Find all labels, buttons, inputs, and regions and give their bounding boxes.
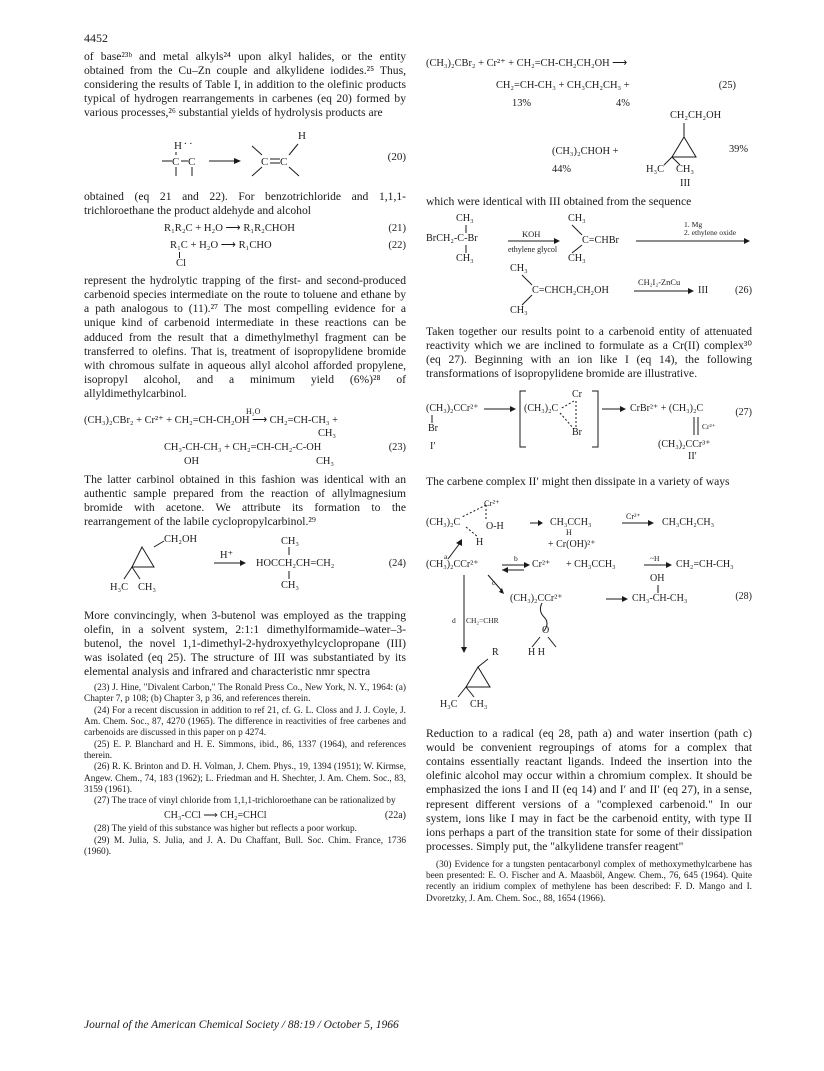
- path-label: b: [514, 554, 518, 564]
- equation-26: [426, 213, 752, 321]
- paragraph: More convincingly, when 3-butenol was employed as the trapping olefin, in a solvent system, 2:1:1 dimethylformamide–water–3-butenol, the novel 1,1-dimethyl-2-hydroxyethylcyclopropane (III) was isolated (eq 25). The structure of III was substantiated by its elemental analysis and infrared and characteristic nmr spectra: [84, 608, 406, 679]
- product-label: CrBr²⁺ + (CH₃)₂C: [630, 403, 704, 415]
- methyl-label: CH₃: [138, 581, 157, 593]
- carbene-label: + CH₃CCH₃: [566, 559, 616, 571]
- svg-text:. .: . .: [184, 135, 193, 148]
- paragraph: Reduction to a radical (eq 28, path a) and water insertion (path c) would be convenient regroupings of atoms for a complex that contains essentially reactant ligands. Indeed the insertion into the olefinic alcohol may occur within a chromium complex. It should be emphasized the ions I and II (eq 14) and I′ and II′ (eq 27), in a sense, represent different versions of a "complexed carbenoid." In our system, ions like I may in fact be the carbenoid entity, with type II ions perhaps a part of the transition state for some of their dissipation processes. Simply put, the "alkylidene transfer reagent": [426, 727, 752, 853]
- hydrogen-label: H: [476, 537, 484, 549]
- cyclopropane-drawing: [426, 53, 752, 179]
- paragraph: The carbene complex II′ might then dissipate in a variety of ways: [426, 475, 730, 489]
- substituent-label: R: [492, 647, 499, 659]
- methyl-label: CH₃: [568, 213, 586, 225]
- bromine-label: Br: [572, 427, 582, 439]
- intermediate-label: C=CHCH₂CH₂OH: [532, 285, 609, 297]
- methyl-label: H₃C: [440, 699, 458, 711]
- hydroxyl-label: O-H: [486, 521, 504, 533]
- methyl-label: CH₃: [318, 427, 337, 439]
- methyl-label: CH₃: [281, 579, 300, 591]
- paragraph: obtained (eq 21 and 22). For benzotrichloride and 1,1,1-trichloroethane the product aldehyde and alcohol: [84, 190, 406, 218]
- reagent-label: Cr²⁺: [702, 422, 716, 432]
- path-label: d: [452, 616, 456, 626]
- transition-state-label: (CH₃)₂C: [524, 403, 559, 415]
- paragraph: Taken together our results point to a carbenoid entity of attenuated reactivity which we are inclined to formulate as a Cr(II) complex³⁰ (eq 27). Beginning with an ion like I (eq 14), the following transformations of isopropylidene bromide are illustrative.: [426, 325, 752, 381]
- paragraph: which were identical with III obtained from the sequence: [426, 195, 692, 208]
- footnotes: [84, 683, 406, 858]
- equation-number: (22a): [384, 810, 406, 822]
- equation-24: [84, 533, 406, 603]
- equation-22a: [84, 809, 406, 822]
- footnote: (26) R. K. Brinton and D. H. Volman, J. Chem. Phys., 19, 1394 (1951); W. Kirmse, Angew. Chem., 74, 183 (1962); L. Friedman and H. Shechter, J. Am. Chem. Soc., 83, 3159 (1961).: [84, 762, 406, 795]
- substituent-label: CH₂CH₂OH: [670, 110, 722, 121]
- footnote: (24) For a recent discussion in addition to ref 21, cf. G. L. Closs and J. J. Coyle, J. Am. Chem. Soc., 87, 4270 (1965). The difference in reactivities of free carbenes and carbenoids are discussed in this paper on p 4274.: [84, 705, 406, 739]
- paragraph: The latter carbinol obtained in this fashion was identical with an authentic sample prepared from the reaction of allylmagnesium bromide with acetone. We attribute its formation to the rearrangement of the labile cyclopropylcarbinol.²⁹: [84, 472, 406, 528]
- equation-25: [426, 53, 752, 179]
- equation-number: (25): [718, 80, 736, 91]
- compound-label: III: [680, 178, 691, 189]
- complex-label: (CH₃)₂C: [426, 517, 461, 529]
- methyl-label: CH₃: [316, 455, 335, 467]
- equation-text: CH₃-CCl ⟶ CH₂=CHCl: [164, 810, 267, 822]
- equation-number: (23): [388, 441, 406, 453]
- svg-text:C: C: [188, 156, 196, 169]
- page-number: 4452: [84, 31, 108, 45]
- reagent-label: 1. Mg: [684, 220, 703, 230]
- product-label: CH₂=CH-CH₃: [676, 559, 734, 571]
- reagent-label: H⁺: [220, 549, 233, 561]
- equation-number: (26): [735, 285, 752, 297]
- chromium-label: Cr²⁺: [532, 559, 551, 571]
- methyl-label: CH₃: [676, 164, 695, 175]
- hydroxyl-label: OH: [184, 455, 200, 467]
- compound-label: III: [698, 285, 709, 297]
- methyl-label: H₃C: [646, 164, 665, 175]
- paragraph: of base²³ᵇ and metal alkyls²⁴ upon alkyl halides, or the entity obtained from the Cu–Zn couple and alkylidene iodides.²⁵ Thus, considering the results of Table I, in addition to the olefinic products typical of hydrogen rearrangements in carbenes (eq 20) formed by various processes,²⁶ substantial yields of hydrolysis products are: [84, 50, 406, 120]
- footnote: (28) The yield of this substance was higher but reflects a poor workup.: [94, 824, 357, 835]
- methyl-label: CH₃: [456, 213, 474, 225]
- path-label: c: [492, 578, 496, 588]
- product-label: HOCCH₂CH=CH₂: [256, 557, 335, 569]
- footnotes: [426, 860, 752, 905]
- complex-label: (CH₃)₂CCr²⁺: [510, 593, 563, 605]
- svg-text:C: C: [172, 156, 180, 169]
- ion-label: I′: [430, 441, 436, 453]
- equation-22-substituent: [84, 252, 406, 270]
- methyl-label: CH₃: [510, 263, 528, 275]
- equation-text: (CH₃)₂CHOH +: [552, 146, 619, 157]
- equation-21: [84, 222, 406, 235]
- methyl-label: CH₃: [568, 253, 586, 265]
- reactant-label: (CH₃)₂CCr²⁺: [426, 403, 479, 415]
- product-label: + Cr(OH)²⁺: [548, 539, 596, 551]
- yield-label: 13%: [512, 98, 532, 109]
- paragraph: represent the hydrolytic trapping of the first- and second-produced carbenoid species intermediate on the route to toluene and ethane by a path analogous to (11).²⁷ The most compelling evidence for a unique kind of carbenoid intermediate in these reactions can be adduced from the result that a dimethylmethyl fragment can be transferred to olefins. That is, treatment of isopropylidene bromide with chromous sulfate in aqueous allyl alcohol afforded propylene, isopropyl alcohol, and a minimum yield (6%)²⁸ of allyldimethylcarbinol.: [84, 274, 406, 400]
- equation-number: (20): [387, 151, 406, 164]
- hydroxyl-label: OH: [650, 573, 665, 585]
- radical-label: CH₃CCH₃: [550, 517, 592, 529]
- reagent-label: CH₂I₂-ZnCu: [638, 278, 681, 288]
- svg-text:H: H: [174, 140, 182, 153]
- reagent-label: KOH: [522, 229, 541, 240]
- oxygen-label: O: [542, 625, 550, 637]
- footnote: (23) J. Hine, "Divalent Carbon," The Ronald Press Co., New York, N. Y., 1964: (a) Chapter 7, p 108; (b) Chapter 3, p 36, and references therein.: [84, 683, 406, 705]
- svg-text:C: C: [280, 156, 288, 169]
- product-label: CH₃CH₂CH₃: [662, 517, 715, 529]
- equation-number: (22): [388, 240, 406, 252]
- reagent-label: 2. ethylene oxide: [684, 228, 737, 238]
- cyclopropane-drawing: [84, 533, 406, 603]
- complex-label: (CH₃)₂CCr²⁺: [426, 559, 479, 571]
- chromium-label: Cr: [572, 389, 582, 401]
- chlorine-label: Cl: [176, 258, 187, 270]
- reagent-label: Cr²⁺: [626, 512, 641, 522]
- footnote: (29) M. Julia, S. Julia, and J. A. Du Chaffant, Bull. Soc. Chim. France, 1736 (1960).: [84, 835, 406, 858]
- reagent-label: ~H: [650, 554, 660, 564]
- equation-text: (CH₃)₂CBr₂ + Cr²⁺ + CH₂=CH-CH₂CH₂OH ⟶: [426, 58, 628, 69]
- equation-28-drawing: [426, 497, 752, 719]
- methyl-label: CH₃: [470, 699, 488, 711]
- methyl-label: H₃C: [110, 581, 129, 593]
- reagent-label: CH₂=CHR: [466, 616, 499, 626]
- methyl-label: CH₃: [456, 253, 474, 265]
- methyl-label: CH₃: [510, 305, 528, 317]
- left-column: [84, 50, 406, 858]
- equation-text: (CH₃)₂CBr₂ + Cr²⁺ + CH₂=CH-CH₂OH ⟶ CH₂=CH-CH₃ +: [84, 414, 338, 426]
- equation-number: (27): [735, 407, 752, 419]
- equation-text: CH₃-CH-CH₃ + CH₂=CH-CH₂-C-OH: [164, 441, 322, 453]
- equation-number: (21): [388, 223, 406, 235]
- equation-text: R₁C + H₂O ⟶ R₁CHO: [170, 240, 272, 252]
- reactant-label: BrCH₂-C-Br: [426, 233, 478, 245]
- equation-text: R₁R₂C + H₂O ⟶ R₁R₂CHOH: [164, 223, 295, 235]
- product-label: (CH₃)₂CCr³⁺: [658, 439, 711, 451]
- solvent-label: ethylene glycol: [508, 245, 558, 255]
- yield-label: 39%: [728, 144, 748, 155]
- yield-label: 44%: [552, 164, 572, 175]
- equation-number: (28): [735, 591, 752, 603]
- footnote: (30) Evidence for a tungsten pentacarbonyl complex of methoxymethylcarbene has been presented: E. O. Fischer and A. Maasböl, Angew. Chem., 76, 645 (1964). Quite recently an iridium complex of methylene has been described: F. D. Mango and I. Dvoretzky, J. Am. Chem. Soc., 88, 1654 (1966).: [426, 859, 752, 904]
- right-column: [426, 50, 752, 905]
- footnote: (27) The trace of vinyl chloride from 1,1,1-trichloroethane can be rationalized by: [94, 796, 396, 807]
- equation-23: [84, 405, 406, 465]
- equation-number: (24): [388, 557, 406, 569]
- hydrogen-label: H H: [528, 647, 545, 659]
- equation-text: CH₂=CH-CH₃ + CH₃CH₂CH₃ +: [496, 80, 630, 91]
- bromine-label: Br: [428, 423, 438, 435]
- reagent-label: H₂O: [246, 406, 261, 416]
- equation-20: [84, 124, 406, 186]
- equation-28: [426, 497, 752, 719]
- ion-label: II′: [688, 451, 697, 463]
- equation-22: [84, 239, 406, 252]
- svg-text:H: H: [298, 130, 306, 143]
- product-label: CH₃-CH-CH₃: [632, 593, 688, 605]
- equation-20-drawing: [84, 124, 406, 186]
- intermediate-label: C=CHBr: [582, 235, 619, 247]
- path-label: a: [444, 552, 448, 562]
- methyl-label: CH₃: [281, 535, 300, 547]
- hydrogen-label: H: [566, 528, 572, 538]
- svg-text:C: C: [261, 156, 269, 169]
- footnote: (25) E. P. Blanchard and H. E. Simmons, ibid., 86, 1337 (1964), and references therein.: [84, 739, 406, 761]
- substituent-label: CH₂OH: [164, 533, 198, 545]
- journal-footer: Journal of the American Chemical Society / 88:19 / October 5, 1966: [84, 1019, 399, 1031]
- equation-27: [426, 387, 752, 465]
- compound-number: [426, 178, 752, 195]
- yield-label: 4%: [616, 98, 630, 109]
- chromium-label: Cr²⁺: [484, 498, 500, 509]
